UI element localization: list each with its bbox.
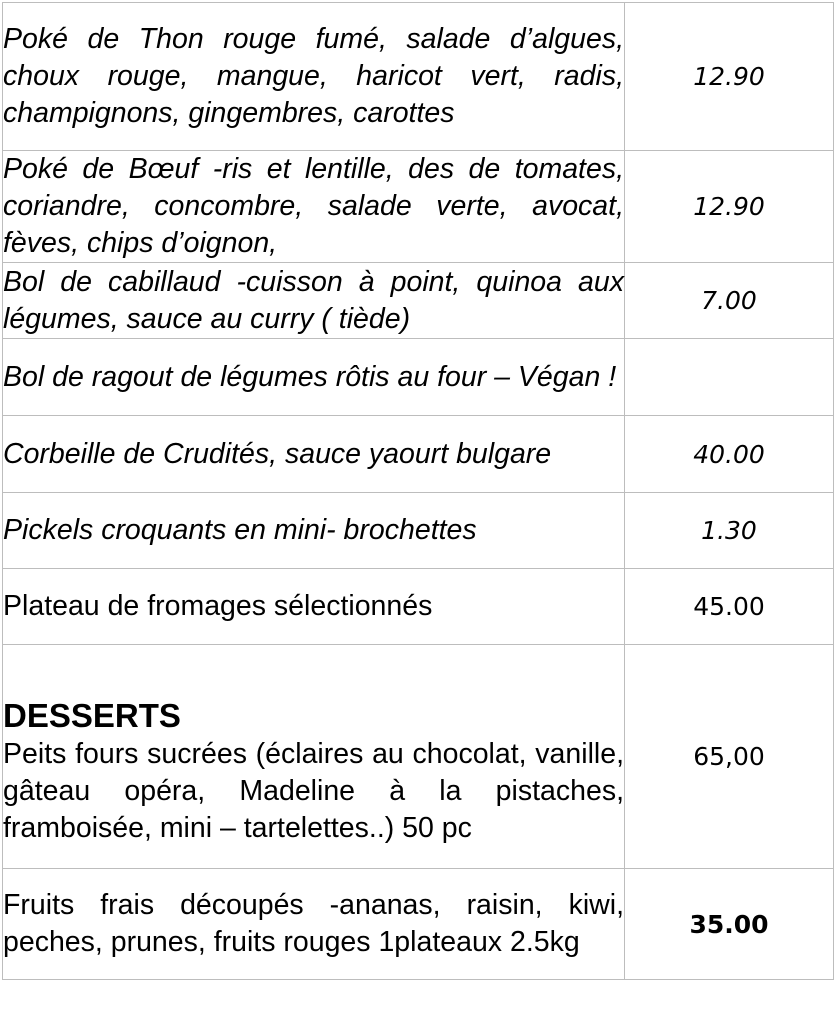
item-price: 12.90 bbox=[625, 3, 834, 151]
menu-row bbox=[3, 151, 834, 263]
item-description: Corbeille de Crudités, sauce yaourt bulgare bbox=[3, 416, 625, 493]
item-description: Poké de Thon rouge fumé, salade d’algues, choux rouge, mangue, haricot vert, radis, champignons, gingembres, carottes bbox=[3, 3, 625, 151]
menu-row bbox=[3, 416, 834, 493]
menu-row bbox=[3, 339, 834, 416]
item-description: Bol de ragout de légumes rôtis au four – Végan ! bbox=[3, 339, 625, 416]
item-price: 40.00 bbox=[625, 416, 834, 493]
item-description: Pickels croquants en mini- brochettes bbox=[3, 493, 625, 569]
dessert-section-cell bbox=[3, 645, 625, 869]
menu-row bbox=[3, 493, 834, 569]
item-price: 65,00 bbox=[625, 645, 834, 869]
section-heading-desserts: DESSERTS bbox=[3, 697, 181, 734]
menu-row bbox=[3, 569, 834, 645]
item-price: 7.00 bbox=[625, 263, 834, 339]
menu-table bbox=[2, 2, 834, 980]
item-price: 1.30 bbox=[625, 493, 834, 569]
item-price: 12.90 bbox=[625, 151, 834, 263]
menu-row bbox=[3, 3, 834, 151]
item-description: Fruits frais découpés -ananas, raisin, kiwi, peches, prunes, fruits rouges 1plateaux 2.5kg bbox=[3, 869, 625, 980]
item-price: 35.00 bbox=[625, 869, 834, 980]
item-description: Poké de Bœuf -ris et lentille, des de tomates, coriandre, concombre, salade verte, avocat, fèves, chips d’oignon, bbox=[3, 151, 625, 263]
item-price: 45.00 bbox=[625, 569, 834, 645]
item-price bbox=[625, 339, 834, 416]
menu-row bbox=[3, 263, 834, 339]
item-description: Plateau de fromages sélectionnés bbox=[3, 569, 625, 645]
menu-row bbox=[3, 645, 834, 869]
item-description: Bol de cabillaud -cuisson à point, quinoa aux légumes, sauce au curry ( tiède) bbox=[3, 263, 625, 339]
item-description: Peits fours sucrées (éclaires au chocolat, vanille, gâteau opéra, Madeline à la pistaches, framboisée, mini – tartelettes..) 50 pc bbox=[3, 738, 624, 844]
menu-row bbox=[3, 869, 834, 980]
